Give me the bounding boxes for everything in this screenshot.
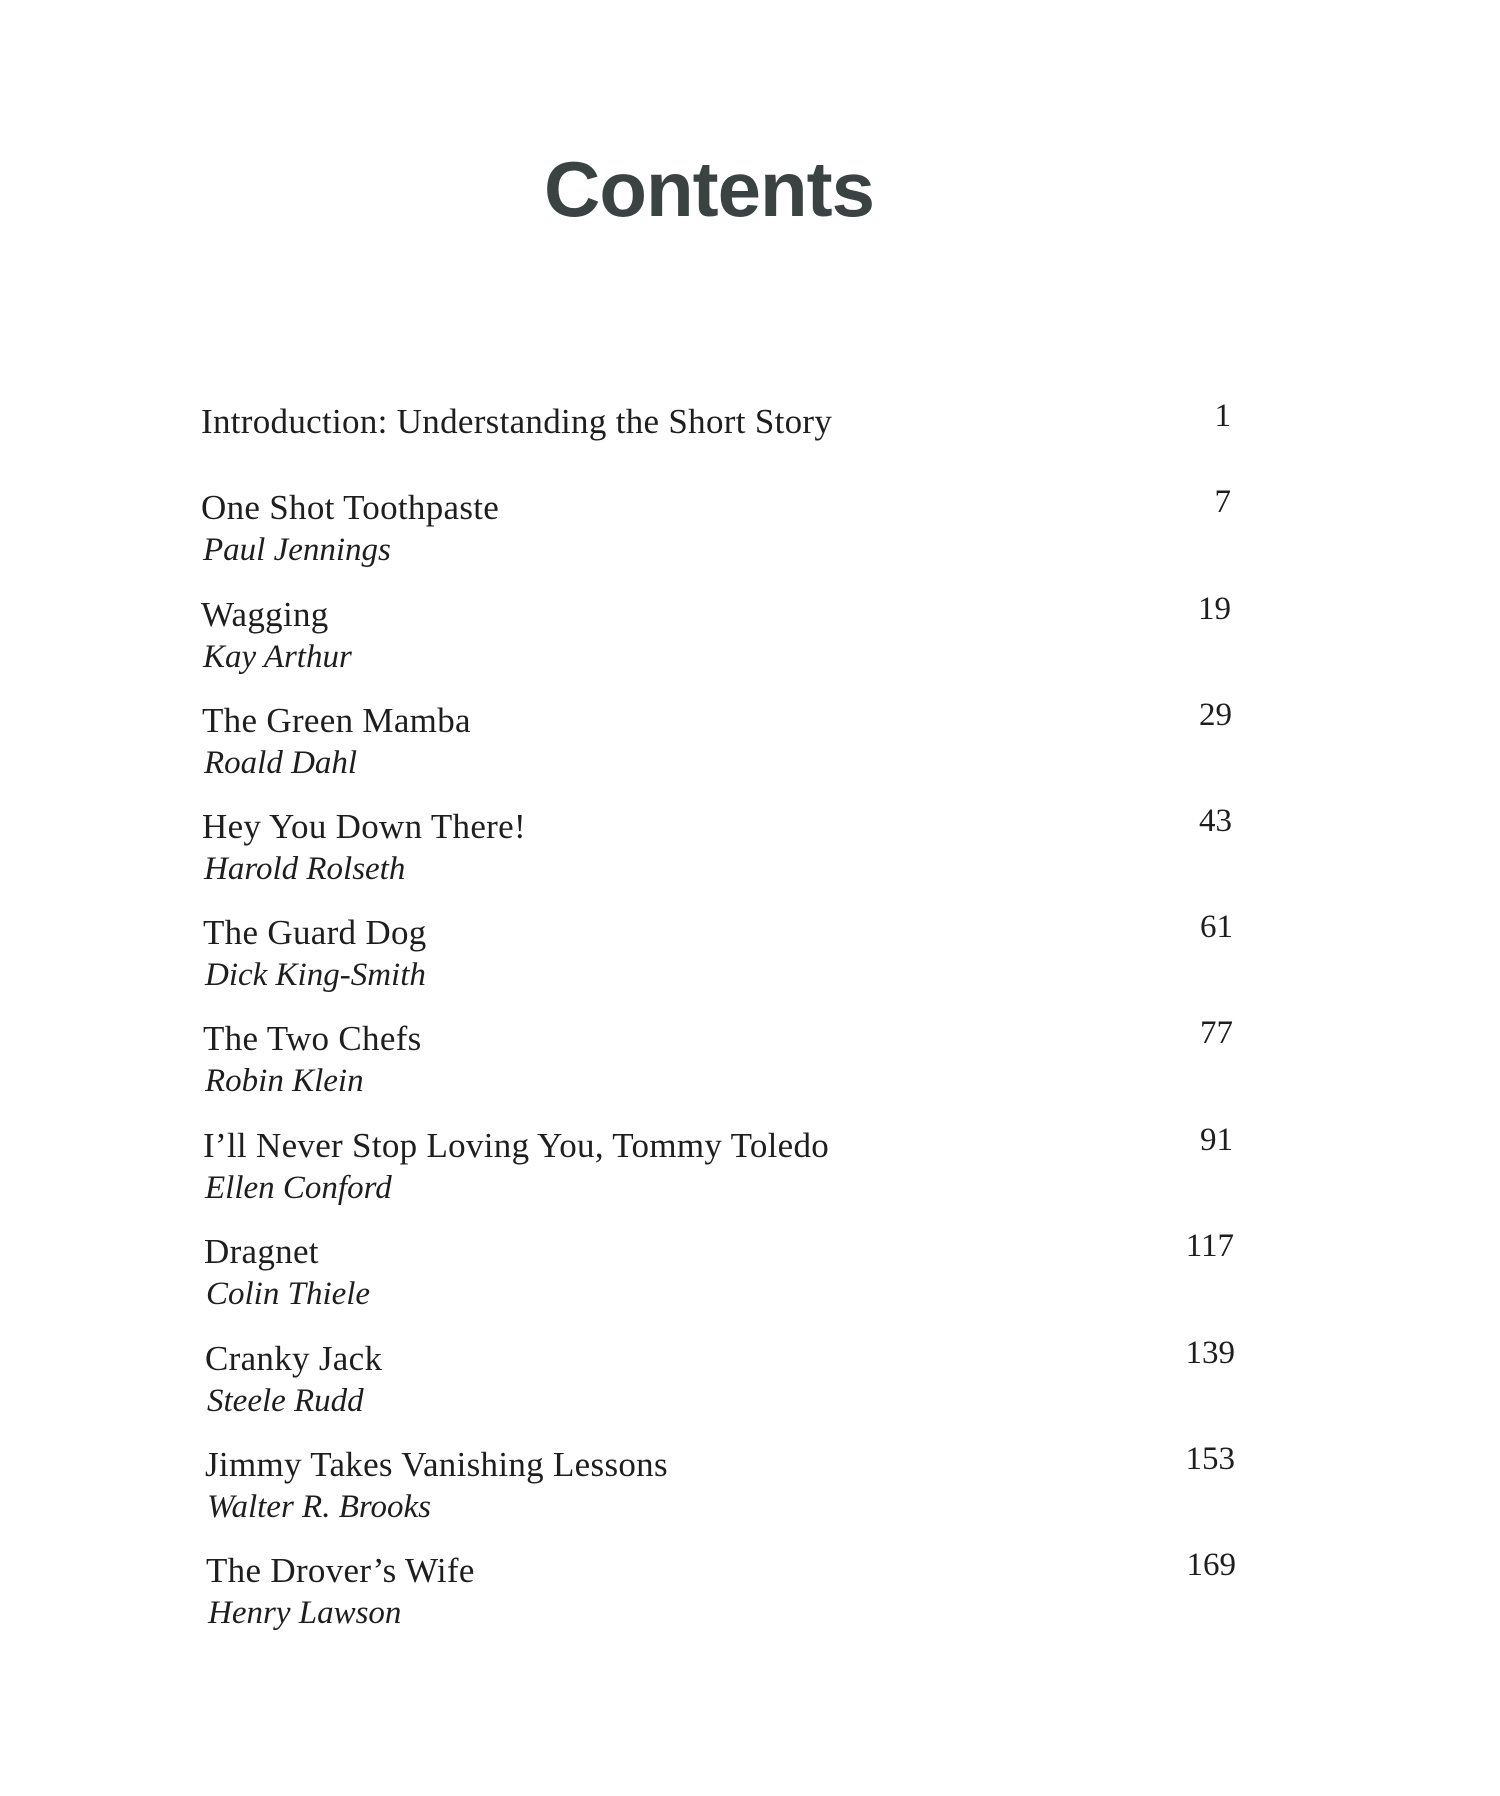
entry-page-number: 19 [1198, 591, 1231, 627]
entry-page-number: 153 [1185, 1441, 1235, 1477]
entry-author: Walter R. Brooks [207, 1489, 431, 1525]
entry-author: Paul Jennings [203, 532, 391, 568]
entry-page-number: 43 [1199, 803, 1232, 839]
entry-page-number: 169 [1186, 1547, 1236, 1583]
entry-author: Roald Dahl [204, 745, 358, 781]
entry-title: Jimmy Takes Vanishing Lessons [205, 1445, 668, 1484]
entry-title: The Guard Dog [203, 913, 427, 952]
entry-author: Colin Thiele [206, 1276, 371, 1312]
entry-author: Harold Rolseth [204, 851, 406, 887]
entry-title: Hey You Down There! [202, 807, 526, 846]
entry-author: Henry Lawson [208, 1595, 402, 1631]
entry-title: I’ll Never Stop Loving You, Tommy Toledo [203, 1126, 830, 1165]
entry-author: Dick King-Smith [205, 957, 426, 993]
entry-title: The Two Chefs [203, 1019, 422, 1058]
entry-page-number: 139 [1185, 1335, 1235, 1371]
entry-page-number: 77 [1200, 1015, 1233, 1051]
entry-author: Kay Arthur [203, 639, 352, 675]
entry-page-number: 117 [1185, 1228, 1234, 1264]
entry-title: Wagging [201, 595, 329, 634]
contents-heading: Contents [544, 145, 874, 233]
entry-title: Introduction: Understanding the Short Story [201, 402, 833, 441]
entry-author: Steele Rudd [207, 1383, 364, 1419]
entry-title: The Drover’s Wife [206, 1551, 475, 1590]
entry-page-number: 1 [1214, 398, 1231, 434]
entry-page-number: 29 [1199, 697, 1232, 733]
entry-author: Ellen Conford [205, 1170, 392, 1206]
entry-title: One Shot Toothpaste [201, 488, 500, 527]
entry-title: Cranky Jack [205, 1339, 383, 1378]
entry-page-number: 61 [1200, 909, 1233, 945]
entry-title: The Green Mamba [202, 701, 471, 740]
entry-page-number: 91 [1200, 1122, 1233, 1158]
entry-page-number: 7 [1214, 484, 1231, 520]
entry-author: Robin Klein [205, 1063, 364, 1099]
entry-title: Dragnet [204, 1232, 319, 1271]
